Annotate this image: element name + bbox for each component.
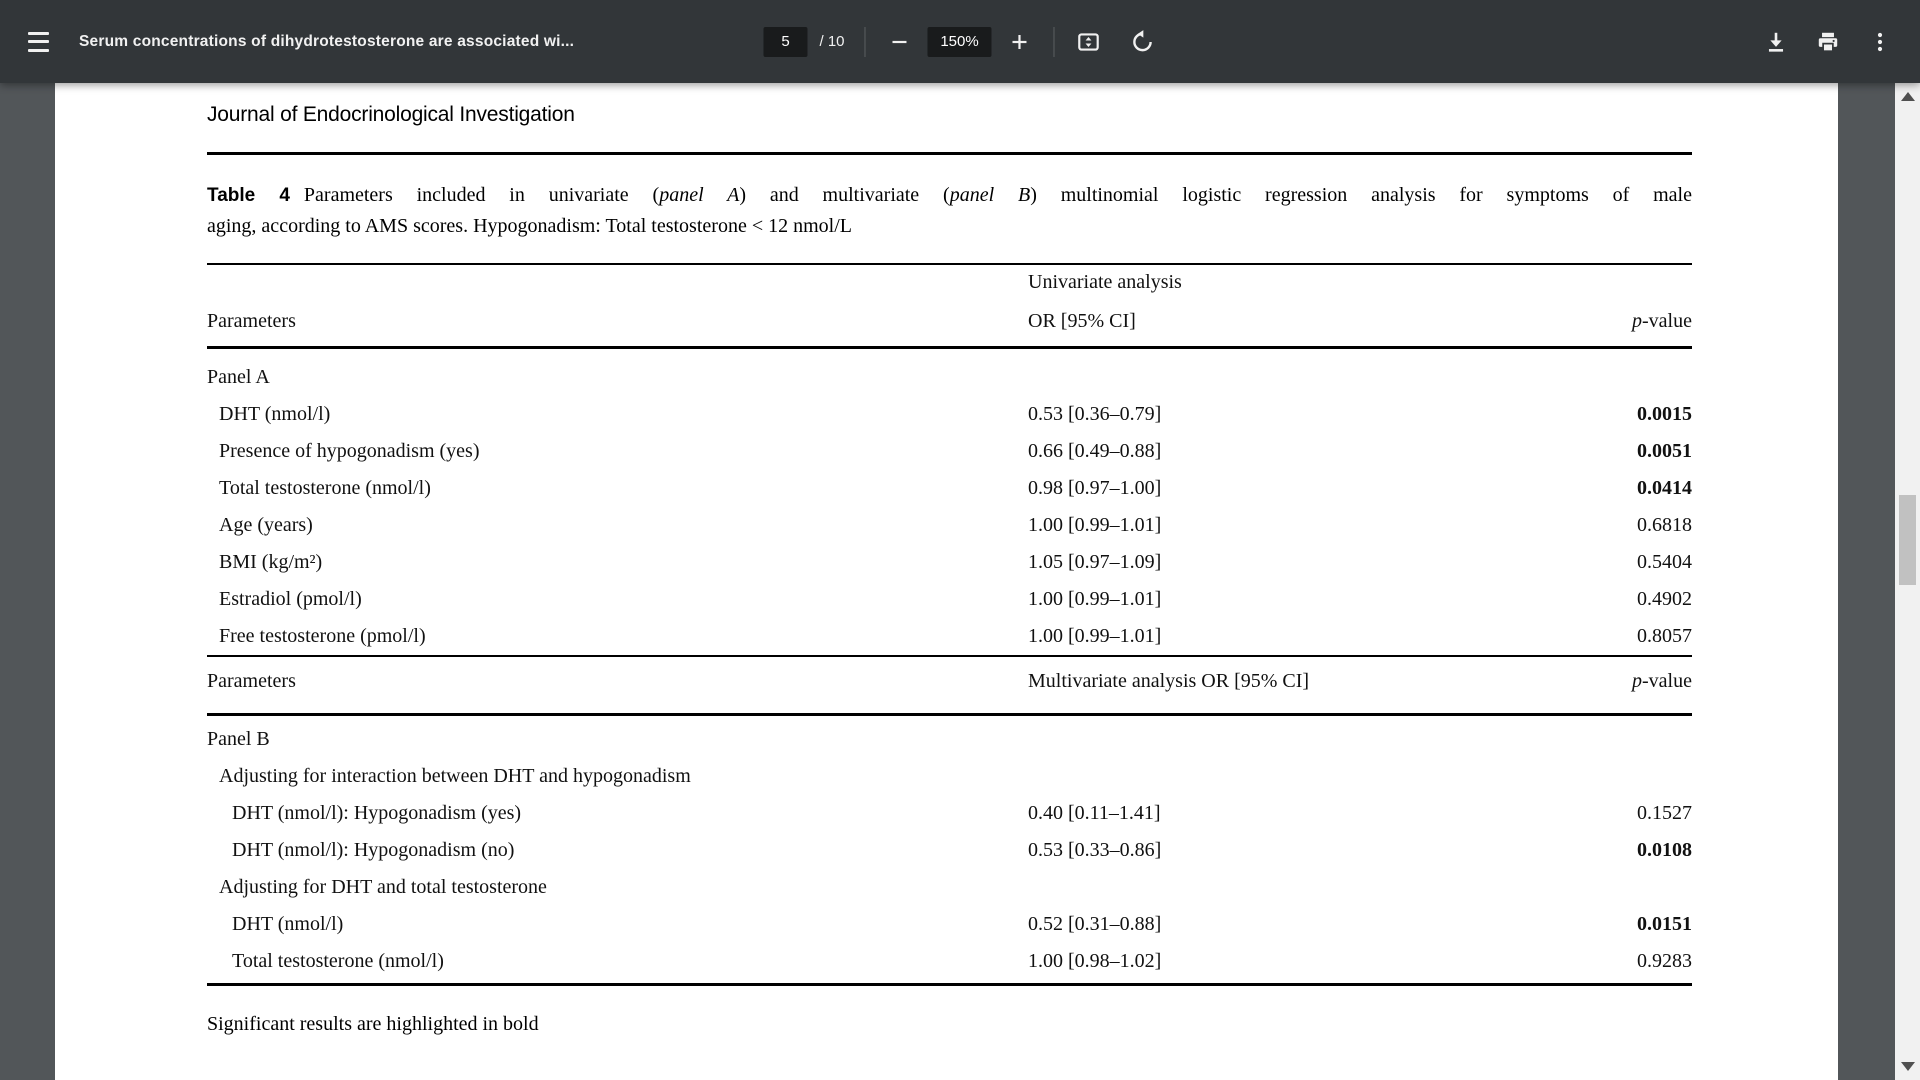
or-cell: 1.00 [0.99–1.01]	[1028, 514, 1162, 536]
param-cell: DHT (nmol/l): Hypogonadism (yes)	[232, 802, 522, 824]
or-cell: 0.40 [0.11–1.41]	[1028, 802, 1161, 824]
param-cell: DHT (nmol/l)	[219, 403, 331, 425]
param-cell: Total testosterone (nmol/l)	[219, 477, 431, 499]
fit-page-button[interactable]	[1075, 28, 1103, 56]
journal-running-header: Journal of Endocrinological Investigation	[207, 103, 575, 126]
fit-page-icon	[1076, 29, 1102, 55]
vertical-scrollbar[interactable]	[1895, 83, 1920, 1080]
col-header-p-value: p-value	[1632, 670, 1692, 692]
param-cell: BMI (kg/m²)	[219, 551, 323, 573]
scrollbar-thumb[interactable]	[1899, 495, 1916, 585]
table-mid-header	[207, 661, 1692, 701]
table-footnote: Significant results are highlighted in bold	[207, 1013, 539, 1035]
menu-icon[interactable]	[28, 32, 49, 52]
panel-b-rows	[207, 721, 1692, 980]
param-cell: Adjusting for DHT and total testosterone	[219, 876, 547, 898]
table-row	[207, 869, 1692, 906]
or-cell: 1.00 [0.99–1.01]	[1028, 625, 1162, 647]
table-header	[207, 269, 1692, 346]
or-cell: 0.53 [0.36–0.79]	[1028, 403, 1162, 425]
print-button[interactable]	[1814, 28, 1842, 56]
param-cell: DHT (nmol/l): Hypogonadism (no)	[232, 839, 515, 861]
three-dot-menu-icon	[1868, 30, 1892, 54]
table-row	[207, 359, 1692, 396]
table-row	[207, 758, 1692, 795]
plus-icon	[1008, 30, 1032, 54]
p-cell: 0.4902	[1637, 588, 1692, 610]
p-cell: 0.6818	[1637, 514, 1692, 536]
table-row	[207, 507, 1692, 544]
or-cell: 1.05 [0.97–1.09]	[1028, 551, 1162, 573]
table-rule	[207, 655, 1692, 657]
param-cell: Age (years)	[219, 514, 313, 536]
download-button[interactable]	[1762, 28, 1790, 56]
or-cell: 0.52 [0.31–0.88]	[1028, 913, 1162, 935]
param-cell: Panel B	[207, 728, 270, 750]
scroll-up-arrow-icon[interactable]	[1901, 92, 1915, 101]
param-cell: Adjusting for interaction between DHT and hypogonadism	[219, 765, 691, 787]
param-cell: Free testosterone (pmol/l)	[219, 625, 426, 647]
p-cell: 0.5404	[1637, 551, 1692, 573]
or-cell: 0.66 [0.49–0.88]	[1028, 440, 1162, 462]
table-row	[207, 721, 1692, 758]
table-row	[207, 832, 1692, 869]
col-header-parameters: Parameters	[207, 310, 296, 332]
pdf-viewport	[0, 83, 1895, 1080]
p-cell: 0.1527	[1637, 802, 1692, 824]
or-cell: 0.53 [0.33–0.86]	[1028, 839, 1162, 861]
p-cell: 0.9283	[1637, 950, 1692, 972]
header-rule	[207, 152, 1692, 155]
download-icon	[1763, 29, 1789, 55]
col-header-univariate: Univariate analysis	[1028, 271, 1182, 293]
table-row	[207, 906, 1692, 943]
p-cell: 0.0414	[1637, 477, 1692, 499]
p-cell: 0.8057	[1637, 625, 1692, 647]
toolbar-divider	[1054, 27, 1055, 57]
page-total-label: / 10	[819, 33, 845, 50]
table-row	[207, 396, 1692, 433]
p-cell: 0.0108	[1637, 839, 1692, 861]
or-cell: 1.00 [0.98–1.02]	[1028, 950, 1162, 972]
table-caption-label: Table 4	[207, 185, 290, 206]
p-cell: 0.0151	[1637, 913, 1692, 935]
param-cell: DHT (nmol/l)	[232, 913, 344, 935]
more-options-button[interactable]	[1866, 28, 1894, 56]
param-cell: Estradiol (pmol/l)	[219, 588, 362, 610]
pdf-viewer-toolbar	[0, 0, 1920, 83]
zoom-level-input[interactable]	[928, 27, 992, 57]
col-header-or-ci: OR [95% CI]	[1028, 310, 1136, 332]
col-header-p-value: p-value	[1632, 310, 1692, 332]
zoom-in-button[interactable]	[1006, 28, 1034, 56]
scroll-down-arrow-icon[interactable]	[1901, 1062, 1915, 1071]
table-rule	[207, 346, 1692, 349]
rotate-button[interactable]	[1129, 28, 1157, 56]
document-title: Serum concentrations of dihydrotestosterone are associated wi...	[79, 32, 575, 50]
table-rule	[207, 983, 1692, 986]
or-cell: 1.00 [0.99–1.01]	[1028, 588, 1162, 610]
table-rule	[207, 713, 1692, 716]
or-cell: 0.98 [0.97–1.00]	[1028, 477, 1162, 499]
minus-icon	[888, 30, 912, 54]
param-cell: Presence of hypogonadism (yes)	[219, 440, 480, 462]
table-row	[207, 544, 1692, 581]
print-icon	[1815, 29, 1841, 55]
pdf-page	[55, 83, 1838, 1080]
table-rule	[207, 263, 1692, 265]
param-cell: Total testosterone (nmol/l)	[232, 950, 444, 972]
toolbar-divider	[865, 27, 866, 57]
table-row	[207, 581, 1692, 618]
table-row	[207, 795, 1692, 832]
page-number-input[interactable]	[763, 27, 807, 57]
col-header-multivariate: Multivariate analysis OR [95% CI]	[1028, 670, 1310, 692]
zoom-out-button[interactable]	[886, 28, 914, 56]
table-row	[207, 470, 1692, 507]
table-row	[207, 618, 1692, 655]
p-cell: 0.0015	[1637, 403, 1692, 425]
panel-a-rows	[207, 359, 1692, 655]
col-header-parameters: Parameters	[207, 670, 296, 692]
p-cell: 0.0051	[1637, 440, 1692, 462]
rotate-counterclockwise-icon	[1130, 29, 1156, 55]
param-cell: Panel A	[207, 366, 270, 388]
table-row	[207, 943, 1692, 980]
table-row	[207, 433, 1692, 470]
table-caption: Table 4 Parameters included in univariate (panel A) and multivariate (panel B) multinomial logistic regression analysis for symptoms of male aging, according to AMS scores. Hypogonadism: Total testosterone < 12 nmol/L	[207, 184, 1692, 237]
